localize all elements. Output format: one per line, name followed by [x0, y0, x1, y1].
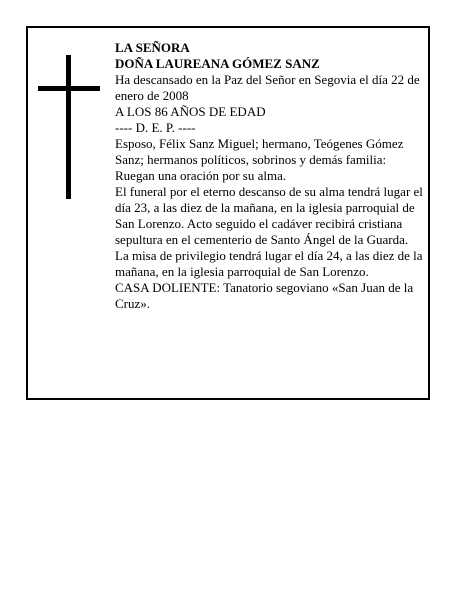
deceased-name: DOÑA LAUREANA GÓMEZ SANZ [115, 56, 320, 71]
rest-announcement: Ha descansado en la Paz del Señor en Segovia el día 22 de enero de 2008 [115, 72, 420, 103]
family-paragraph: Esposo, Félix Sanz Miguel; hermano, Teógenes Gómez Sanz; hermanos políticos, sobrinos y demás familia: Ruegan una oración por su alma. [115, 136, 404, 183]
age-line: A LOS 86 AÑOS DE EDAD [115, 104, 266, 119]
dep-line: ---- D. E. P. ---- [115, 120, 196, 135]
cross-horizontal-bar [38, 86, 100, 91]
notice-heading-title: LA SEÑORA [115, 40, 190, 55]
cross-vertical-bar [66, 55, 71, 199]
obituary-notice [26, 26, 430, 400]
funeral-paragraph: El funeral por el eterno descanso de su alma tendrá lugar el día 23, a las diez de la mañana, en la iglesia parroquial de San Lorenzo. Acto seguido el cadáver recibirá cristiana sepultura en el cementerio de Santo Ángel de la Guarda. La misa de privilegio tendrá lugar el día 24, a las diez de la mañana, en la iglesia parroquial de San Lorenzo. [115, 184, 423, 279]
cross-icon [38, 55, 100, 199]
funeral-home-paragraph: CASA DOLIENTE: Tanatorio segoviano «San Juan de la Cruz». [115, 280, 414, 311]
notice-text-block [115, 40, 423, 312]
